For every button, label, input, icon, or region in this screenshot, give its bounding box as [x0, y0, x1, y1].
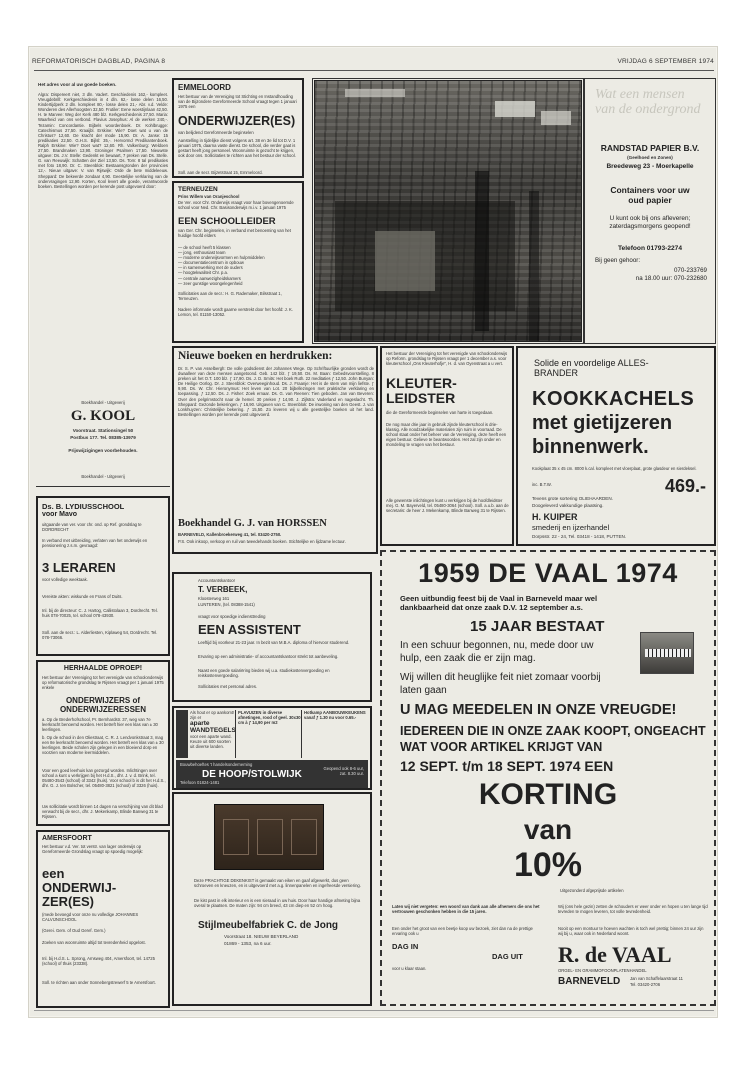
- hoop-cell-text: PLAVUIZEN in diverse afmetingen, rood of geel. 30x30 cm à ƒ 14,90 per m2: [238, 710, 301, 726]
- dejong-name: Stijlmeubelfabriek C. de Jong: [198, 920, 339, 931]
- verbeek-addr: Kloosterweg 161: [198, 596, 230, 601]
- hoop-side: Geopend ook 8-6 uur, zat. 8.30 uur.: [323, 766, 364, 777]
- kleuter-body: De nog maar drie jaar in gebruik zijnde kleuterschool is drie-klassig. Alle noodzakelijke materialen zijn ruim in voorraad. De school staat onder het beheer van de Vereniging, deze heeft een eigen bestuur. Gelieve te beantwoorden. Het zal zijn onder en mondeling te vragen van het bestuur.: [386, 422, 507, 448]
- vaal-intro1: Geen uitbundig feest bij de Vaal in Barneveld maar wel: [400, 594, 598, 603]
- vaal-tel: Tel. 03420-2706: [630, 982, 661, 987]
- herhaalde-head: HERHAALDE OPROEP!: [63, 665, 143, 672]
- terneuzen-foot: Nadere informatie wordt gaarne verstrekt door het hoofd: J. K. Lemon, tel. 01150-13052.: [178, 307, 293, 318]
- verbeek-intro: vraagt voor spoedige indiensttreding: [198, 614, 266, 619]
- ad-herhaalde-oproep: [36, 660, 170, 826]
- vaal-intro2: dankbaarheid dat onze zaak D.V. 12 september a.s.: [400, 603, 583, 612]
- ad-kleuterleidster: [380, 346, 514, 546]
- vaal-left2: Een onder het groot van een beetje koop uw bezoek, ziet dan na de prettige ervaring ook u: [392, 926, 533, 937]
- randstad-tag1: Containers voor uw: [610, 185, 690, 195]
- dordrecht-intro: uitgaande van ver. voor chr. ond. op Ref. grondslag te DORDRECHT: [42, 522, 142, 533]
- randstad-tag2: oud papier: [628, 195, 672, 205]
- kuiper-trade: smederij en ijzerhandel: [532, 523, 610, 532]
- vaal-mag: U MAG MEEDELEN IN ONZE VREUGDE!: [400, 702, 677, 718]
- randstad-name: RANDSTAD PAPIER B.V.: [600, 143, 700, 153]
- terneuzen-item: — centrale aanwezigheidskamers: [178, 275, 241, 281]
- footer-rule: [34, 1010, 714, 1011]
- terneuzen-list: [178, 245, 300, 286]
- ad-terneuzen: [172, 181, 304, 343]
- terneuzen-head: TERNEUZEN: [178, 186, 218, 193]
- hoop-cell-text: aparte WANDTEGELS: [190, 720, 236, 735]
- kool-signature: [36, 400, 170, 482]
- vaal-addr: Jan van Schaffelaarstraat 11: [630, 976, 683, 981]
- dekenkist-image: [214, 804, 324, 870]
- verbeek-foot: Sollicitaties met personal adres.: [198, 684, 258, 689]
- amersfoort-p2: Inl. bij H.d.S. L. Sprong, Arnsweg 404, Amersfoort, tel. 14725 (school) of thuis (23338).: [42, 956, 155, 967]
- dejong-p2: De kist past in elk interieur en is een sieraad in uw huis. Door haar handige afmeting bijna overal te plaatsen. De maten zijn: 94 cm breed, 43 cm diep en 52 cm hoog.: [194, 898, 361, 909]
- kool-foot: Prijswijzigingen voorbehouden.: [68, 448, 138, 453]
- kuiper-btw: inc. B.T.W.: [532, 482, 552, 487]
- ad-nieuwe-boeken: [172, 346, 378, 554]
- terneuzen-item: — documentatiecentrum in opbouw: [178, 260, 244, 266]
- terneuzen-sub: van Ger. Chr. beginselen, in verband met benoeming van het huidige hoofd elders: [178, 228, 291, 239]
- dejong-tel: 01869 - 1353, na 6 uur.: [224, 941, 272, 946]
- vaal-p4: laten gaan: [400, 685, 447, 696]
- ad-amersfoort: [36, 830, 170, 1008]
- ad-de-hoop: [172, 706, 372, 790]
- hoop-bar-label: Bouwbehoeftes 't handelsonderneming: [180, 762, 253, 767]
- kleuter-title2: LEIDSTER: [386, 390, 456, 406]
- verbeek-p1: Leeftijd bij voorkeur 21-23 jaar. In bezit van M.B.A. diploma of hiervoor studerend.: [198, 640, 350, 645]
- terneuzen-item: — de school heeft 5 klassen: [178, 245, 231, 250]
- ad-de-jong: [172, 792, 372, 1006]
- dordrecht-head: Ds. B. LYDIUSSCHOOL: [42, 502, 125, 511]
- amersfoort-body: (Gerei. Gem. of Oud Geref. Gem.): [42, 928, 106, 933]
- terneuzen-school: Prins Willem van Oranjeschool: [178, 194, 240, 199]
- ad-dordrecht: [36, 496, 170, 656]
- amersfoort-foot: Soll. te richten aan onder Sonnebergstrewerf 5 te Amersfoort.: [42, 980, 156, 985]
- terneuzen-title: EEN SCHOOLLEIDER: [178, 216, 276, 227]
- kool-intro: Het adres voor al uw goede boeken.: [38, 82, 117, 87]
- kool-addr2: Postbus 177. Tel. 08385-13979: [70, 435, 136, 440]
- kuiper-note1: Tevens grote sortering OLIEHAARDEN.: [532, 496, 613, 501]
- ad-kuiper: [516, 346, 716, 546]
- vaal-right1: Wij (ons hele gezin) zetten de schouders er weer onder en hopen u ten lange tijd tevreden te mogen leveren, tot volle tevredenheid.: [558, 904, 708, 915]
- kleuter-foot: Alle gewenste inlichtingen kunt u verkrijgen bij de hoofdleidster mej. G. M. Bayerveld, tel. 05480-3064 (school). Soll. a.u.b. aan de secretaris: de heer J. Mekenkamp, Blinde Banweg 31 te Rijssen.: [386, 498, 509, 514]
- herhaalde-intro: Het bestuur der Vereniging tot het verenigde van schoolonderwijs op reformatorische grondslag te Rijssen vraagt per 1 januari 1975 enkele: [42, 675, 164, 691]
- vaal-ied2: WAT VOOR ARTIKEL KRIJGT VAN: [400, 740, 603, 754]
- amersfoort-title1: een: [42, 866, 65, 881]
- emmeloord-foot: Soll. aan de secr. Bijzetstraat 15, Emmeloord.: [178, 170, 263, 175]
- vaal-uitg: Uitgezonderd afgeprijsde artikelen: [560, 888, 624, 893]
- vaal-dag: DAG IN: [392, 942, 419, 951]
- vaal-title: 1959 DE VAAL 1974: [418, 558, 678, 588]
- kool-sub-label: Boekhandel - Uitgeverij: [81, 400, 125, 405]
- randstad-text1: U kunt ook bij ons afleveren;: [609, 215, 691, 222]
- terneuzen-body: Sollicitaties aan de secr.: H. G. Rademaker, Bilsstraat 1, Terneuzen.: [178, 291, 282, 302]
- randstad-num1: 070-233769: [673, 267, 707, 274]
- emmeloord-body: Aanstelling in tijdelijke dienst volgens art. 38 en 3e lid tot D.V. 1 januari 1975, daarna vaste dienst. De school, die verder gaat is gestart heeft jong personeel. Woonruimte is gezocht te krijgen, ook door ons. Sollicitaties te richten aan het bestuur der school.: [178, 138, 296, 159]
- terneuzen-item: — in samenwerking met de ouders: [178, 265, 243, 271]
- vaal-van: van: [523, 814, 573, 845]
- amersfoort-p1: Zoeken van woonruimte altijd tot tevredenheid opgelost.: [42, 940, 146, 945]
- page-header: [32, 58, 716, 70]
- ad-emmeloord: [172, 78, 304, 178]
- vaal-p1: In een schuur begonnen, nu, mede door uw: [400, 640, 594, 651]
- kool-body: Algra: Dispereert niet, 3 dln. Vadert. Geschiedenis 162,- kompleet. Vreugdebrill: Kerkgeschiedenis in 4 dln. 62,- losse delen 16,50. Kindertijdperk 2 dln. kompleet 80,- losse delen 21,- Abr. v.d. Velde: Wonderen des Allerhoogsten 32,50. Frutiler: Eene woestijnlaan 42,50. H. te Marvee: Weg der Kerk 480 blz. Kerkgeschiedenis 27,50. Maria: Waarheid van ons verbond. Flavius Josephus: Al de werken 240,-. Tezamin: Concordantie. Bijbels woordenboek. Dr. Kohlbrugge: Catechismus 27,50. Kraaijbl. Erskine: Wie? Doet wat u van de Christus? 12,60. De kracht der mode 15,90. Dr. A. Janse: 15 predikaties 22,50. G.H.S. Bijlsl: 35,-. Hervormd Predikantenboek. Ralph Erskine: Wie? Doet wat? 12,60. Rh. Valkenburg: Weldoen 27,50. Brandmaken 13,90. Groninger Psalmen 17,50. Nieuwste uitgave: Ds. J.V. Stelle: Gedenkt en bewaart, 7 preken van Ds. Stelle. G. van Reeuwijk: Schatten der Ziel 13,50. Ds. Tom: 8 tal predikaties met foto 18,90. Dr. C. Steenblok: Bestaansgronden der provincies 12,-. Nieuw uitgave: V. van Rijswijk: Orde de bete middeleeuw. Sheppard: De bekeerde zondaar 4,90. Geestelijke verklaring van de ondervragingen 12,90. Korten, Kool levert alle goede, verantwoorde boeken. Bestellingen worden per kerende post uitgevoerd door:: [38, 92, 168, 189]
- vaal-p3: Wij willen dit heuglijke feit niet zomaar voorbij: [400, 672, 601, 683]
- hoop-name: DE HOOP/STOLWIJK: [202, 769, 302, 780]
- randstad-sub: (Geelhoed en Zonen): [627, 155, 673, 160]
- terneuzen-item: — hoogtekwaliteit Chr. p.a.: [178, 270, 229, 276]
- dordrecht-sub: voor Mavo: [42, 511, 78, 518]
- hoop-cell-text: Hotkamp AANBOUWKEUKENS vanaf ƒ 1.30 nu voor 0.65.-: [304, 710, 366, 721]
- hoop-tel: Telefoon 01824-1481: [180, 780, 220, 785]
- header-left: REFORMATORISCH DAGBLAD, PAGINA 8: [32, 58, 166, 65]
- dordrecht-info: Inl. bij de directeur: C. J. Hartog, Callistolaan 3, Dordrecht. Tel. huis 078-70025, tel. school 078-43930.: [42, 608, 158, 619]
- randstad-num2: na 18.00 uur: 070-232680: [635, 275, 707, 282]
- hoop-cell: [238, 710, 302, 758]
- vaal-korting: KORTING: [478, 778, 618, 811]
- hoop-cell-text: voor een aparte wand. Keuze uit 600 soorten uit diverse landen.: [190, 734, 232, 750]
- ad-de-vaal: [380, 550, 716, 1006]
- emmeloord-title: ONDERWIJZER(ES): [178, 114, 296, 128]
- randstad-text2: zaterdagsmorgens geopend!: [609, 223, 691, 230]
- kool-name: G. KOOL: [70, 408, 136, 424]
- terneuzen-item: — zeer gunstige woongelegenheid: [178, 280, 243, 286]
- terneuzen-item: — jong, enthousiast team: [178, 250, 226, 256]
- hoop-cell: [190, 710, 236, 758]
- dordrecht-vak: Vereiste akten: wiskunde en Frans of Duits.: [42, 594, 123, 599]
- terneuzen-item: — moderne onderwijsvormen en hulpmiddelen: [178, 255, 265, 261]
- kuiper-note2: Doogeleverd vakkundige plaatsing.: [532, 503, 604, 508]
- herhaalde-title2: ONDERWIJZERESSEN: [59, 705, 147, 714]
- verbeek-sub: Accountantskantoor: [198, 578, 236, 583]
- nieuwe-body: Dr. S. P. van Asselbergh: De volle godsdienst der Johannes Wege. Op Schriftuurlijke gronden wordt de dwaalleer van deze mensen aangetoond. Geb. 142 blz. ƒ 19,50. Ds. M. Baan: Gebedsvoorstelling. 8 preken uit het O.T. 100 blz. ƒ 17,90. Ds. J. D. Smits: Het boek Ruth. 22 meditaties ƒ 12,50. John Bunyan: De Heilige Oorlog. Dr. J. Steenblok: Overweeginhoud. Ds. J. Fraanje: Het is de stem van mijn liefste. ƒ 9,90. Ds. W. Chr. Hieronymus: Het leven van Lot. 20 bijbellezingen met praktische verklaring en toepassing. ƒ 12,50. Ds. J. Fisher: Zoek ernaar. Ds. G. van Reenen: Tien geboden. Jan van Beveren: Over den pelgrimstocht naar de hemel. 30 preken ƒ 14,90. J. Zijlstra: Vaderland en nageslacht. Th. Sheppard: Gezonde bekeringen. ƒ 16,90. Uitgaven van C. Steenblok: De inwoning van den Geest. J. van Lonkhuyzen: Christelijke bekering. ƒ 15,50. Zo leveren wij u alle geestelijke boeken uit het land. Bestellingen worden per kerende post uitgevoerd.: [178, 366, 374, 417]
- vaal-datum: 12 SEPT. t/m 18 SEPT. 1974 EEN: [400, 758, 614, 774]
- terneuzen-intro: De Ver. voor Chr. Onderwijs vraagt voor haar bovengenoemde school voor Ned. Chr. Basisonderwijs m.i.v. 1 januari 1975: [178, 200, 294, 211]
- emmeloord-head: EMMELOORD: [178, 83, 231, 92]
- nieuwe-title: Nieuwe boeken en herdrukken:: [178, 350, 333, 362]
- hoop-side-strip: [176, 710, 188, 758]
- organ-image: [640, 632, 694, 674]
- vaal-ied1: IEDEREEN DIE IN ONZE ZAAK KOOPT, ONGEACHT: [400, 724, 706, 738]
- herhaalde-b: b. Op de school in den Oliestraat, C. R. J. Lendvonkstraat 3, mag een 8e leerkracht benoemd worden. Het betreft een klas van ± 30 leerlingen. Beide scholen zijn gelegen in een bloeiend dorp en voorzien van moderne leermiddelen.: [42, 735, 164, 756]
- kuiper-addr: Dorpsstr. 22 - 24, Tel. 03418 - 1418, PUTTEN.: [532, 534, 627, 539]
- randstad-street: Breedeweg 23 - Moerkapelle: [606, 163, 694, 170]
- kuiper-line1: Solide en voordelige ALLES-: [534, 358, 649, 368]
- herhaalde-title1: ONDERWIJZERS of: [65, 696, 141, 705]
- kuiper-h3: binnenwerk.: [532, 436, 649, 458]
- hoop-cell: [304, 710, 370, 758]
- dordrecht-title: 3 LERAREN: [42, 560, 116, 575]
- kool-sub: Boekhandel - Uitgeverij: [81, 474, 125, 479]
- kuiper-price: 469.-: [664, 476, 706, 496]
- herhaalde-a: a. Op de Brederhofschool, Pr. Bernhardstr. 37, weg van 7e leerkracht benoemd worden. Het betreft hier een klas van ± 30 leerlingen.: [42, 717, 158, 733]
- dejong-addr: Voorstraat 18. NIEUW BEYERLAND: [224, 934, 299, 939]
- dordrecht-body: In verband met uitbreiding, verlaten van het onderwijs en pensionering z.s.m. gevraagd:: [42, 538, 148, 549]
- hoop-cell-text: Als hout er op aankomt! zijn er: [190, 710, 235, 721]
- verbeek-p2: Ervaring op een administratie- of accountantskantoor strekt tot aanbeveling.: [198, 654, 339, 659]
- randstad-caption: Wat een mensen van de ondergrond: [595, 87, 701, 117]
- verbeek-title: EEN ASSISTENT: [198, 622, 301, 637]
- nieuwe-label: Boekhandel G. J. van HORSSEN: [178, 518, 327, 529]
- dordrecht-sub2: voor volledige weektaak.: [42, 577, 88, 582]
- randstad-tel: Telefoon 01793-2274: [617, 245, 682, 252]
- vaal-left3: voor u klaar staan.: [392, 966, 427, 971]
- kool-rule: [36, 486, 170, 487]
- vaal-jaar: 15 JAAR BESTAAT: [470, 618, 605, 635]
- herhaalde-foot: Uw sollicitatie wordt binnen 14 dagen na verschijning van dit blad verwacht bij de secr., dhr. J. Mekenkamp, Blinde Banweg 31 te Rijssen.: [42, 804, 163, 820]
- kuiper-h2: met gietijzeren: [532, 412, 673, 434]
- kleuter-intro: Het bestuur der Vereniging tot het verenigde van schoolonderwijs op Reform. grondslag te Rijssen vraagt per 1 december a.s. voor kleuterschool „Ons Kleuterhofje", H. d. van Oyenstraat a u vert.: [386, 351, 508, 367]
- randstad-geen: Bij geen gehoor:: [595, 257, 641, 264]
- kuiper-h1: KOOKKACHELS: [532, 388, 695, 410]
- kool-addr1: Voorstraat. Stationsingel 50: [72, 428, 134, 433]
- vaal-left1: Laten wij niet vergeten: een woord van dank aan alle afnemers die ons het vertrouwen geschonken hebben in die 15 jaren.: [392, 904, 540, 915]
- amersfoort-intro: Het bestuur v.d. Ver. tot verstr. van lager onderwijs op Gereformeerde Grondslag vraagt op spoedig mogelijk:: [42, 844, 144, 855]
- amersfoort-head: AMERSFOORT: [42, 835, 92, 842]
- ad-randstad: [584, 78, 716, 344]
- hoop-bar: [176, 760, 368, 788]
- vaal-p2: hulp, een zaak die er zijn mag.: [400, 653, 536, 664]
- kuiper-line2: BRANDER: [534, 368, 579, 378]
- photo-frame: [312, 78, 584, 344]
- vaal-trade: ORGEL- EN GRAMMOFOONPLATENHANDEL: [558, 968, 647, 973]
- kleuter-title1: KLEUTER-: [386, 375, 457, 391]
- herhaalde-body: Voor een goed leerhuis kan gezorgd worden. Inlichtingen over school a kunt u verkrijgen bij het H.d.S., dhr. J. v. d. Brink, tel. 05480-3543 (school) of 3342 (huis). Voor school b is dit het H.d.S., dhr. G. J. ten Bolscher, tel. 05480-3821 (school) of 3326 (huis).: [42, 768, 166, 789]
- verbeek-p3: Naast een goede salariëring bieden wij u.a. studiekostenvergoeding en reiskostenvergoeding.: [198, 668, 330, 679]
- vaal-city: BARNEVELD: [558, 976, 621, 987]
- verbeek-city: LUNTEREN, (tel. 08388-1541): [198, 602, 255, 607]
- vaal-pct: 10%: [513, 846, 583, 884]
- nieuwe-foot: P.S. Ook inkoop, verkoop en ruil van tweedehands boeken. Stichtelijke en lijdzame lectuur.: [178, 539, 346, 544]
- kuiper-name: H. KUIPER: [532, 512, 578, 522]
- header-rule: [34, 70, 714, 71]
- amersfoort-sub: (mede bevoegd voor onze nu volledige JOHANNES CALVIJNSCHOOL: [42, 912, 139, 923]
- amersfoort-title3: ZER(ES): [42, 894, 94, 909]
- vaal-daguit: DAG UIT: [492, 952, 523, 961]
- dordrecht-foot: Soll. aan de secr.: L. Alderliesten, Kiplaweg 54, Dordrecht. Tel. 078-73066.: [42, 630, 158, 641]
- amersfoort-title2: ONDERWIJ-: [42, 880, 117, 895]
- emmeloord-intro: Het bestuur van de Vereniging tot Stichting en Instandhouding van de Bijzondere Gereformeerde School vraagt tegen 1 januari 1975 een: [178, 94, 297, 110]
- vaal-name: R. de VAAL: [558, 942, 672, 967]
- kleuter-sub: die de Gereformeerde beginselen van harte is toegedaan.: [386, 410, 494, 415]
- vaal-right2: Nooit op een montuur te hoeven wachten is toch wel prettig; binnen 24 uur zijn wij bij u, waar ook in Nederland woont.: [558, 926, 704, 937]
- kuiper-spec: Kookplaat 35 x 45 cm. 8000 k.cal. kompleet met vloerplaat, grote glasdeur en sierdeksel.: [532, 466, 697, 471]
- verbeek-name: T. VERBEEK,: [198, 585, 248, 594]
- header-right: VRIJDAG 6 SEPTEMBER 1974: [617, 58, 714, 65]
- ad-verbeek: [172, 572, 372, 702]
- emmeloord-sub: van belijdend Gereformeerde beginselen: [178, 130, 254, 135]
- nieuwe-addr: BARNEVELD, Kallenbroekerweg 41, tel. 03420-2750.: [178, 532, 282, 537]
- dejong-p1: Deze PRACHTIGE DEKENKIST is gemaakt van eiken en gaaf afgewerkt, dus geen schroeven en kneuzen, en is uitgevoerd met a.g. linnenpanelen en ingefreesde versiering.: [194, 878, 361, 889]
